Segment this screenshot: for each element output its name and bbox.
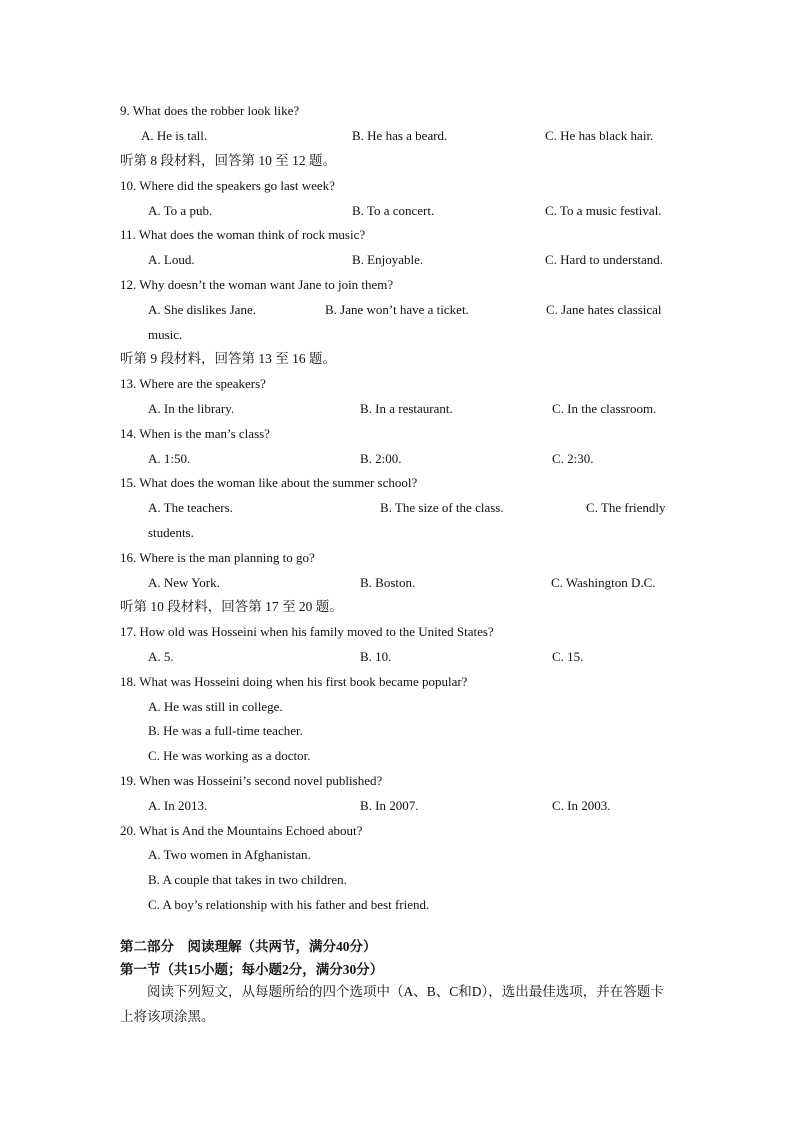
question-19: 19. When was Hosseini’s second novel published? <box>120 773 383 788</box>
q12-option-c: C. Jane hates classical <box>546 302 662 317</box>
q15-option-c: C. The friendly <box>586 500 666 515</box>
question-14: 14. When is the man’s class? <box>120 426 270 441</box>
q13-option-a: A. In the library. <box>148 401 235 416</box>
question-16: 16. Where is the man planning to go? <box>120 550 315 565</box>
q16-option-b: B. Boston. <box>360 575 416 590</box>
q15-option-b: B. The size of the class. <box>380 500 504 515</box>
question-18: 18. What was Hosseini doing when his first book became popular? <box>120 674 468 689</box>
q10-option-a: A. To a pub. <box>148 203 213 218</box>
part2-section1-heading: 第一节（共15小题；每小题2分，满分30分） <box>120 962 384 977</box>
q18-option-b: B. He was a full-time teacher. <box>148 723 303 738</box>
q9-option-a: A. He is tall. <box>141 128 208 143</box>
question-11: 11. What does the woman think of rock music? <box>120 227 366 242</box>
question-15: 15. What does the woman like about the summer school? <box>120 475 418 490</box>
q13-option-b: B. In a restaurant. <box>360 401 453 416</box>
q9-option-b: B. He has a beard. <box>352 128 448 143</box>
q17-option-a: A. 5. <box>148 649 174 664</box>
q14-option-c: C. 2:30. <box>552 451 594 466</box>
q11-option-c: C. Hard to understand. <box>545 252 664 267</box>
q15-option-c-continued: students. <box>148 525 194 540</box>
q10-option-c: C. To a music festival. <box>545 203 662 218</box>
question-20: 20. What is And the Mountains Echoed about? <box>120 823 363 838</box>
section-heading-8: 听第 8 段材料，回答第 10 至 12 题。 <box>120 153 336 168</box>
q16-option-a: A. New York. <box>148 575 220 590</box>
q10-option-b: B. To a concert. <box>352 203 435 218</box>
part2-instruction: 阅读下列短文，从每题所给的四个选项中（A、B、C和D），选出最佳选项，并在答题卡上将该项涂黑。 <box>120 984 664 1024</box>
question-10: 10. Where did the speakers go last week? <box>120 178 335 193</box>
q12-option-a: A. She dislikes Jane. <box>148 302 256 317</box>
q12-option-b: B. Jane won’t have a ticket. <box>325 302 469 317</box>
q18-option-c: C. He was working as a doctor. <box>148 748 311 763</box>
q19-option-a: A. In 2013. <box>148 798 208 813</box>
q15-option-a: A. The teachers. <box>148 500 233 515</box>
question-13: 13. Where are the speakers? <box>120 376 266 391</box>
q12-option-c-continued: music. <box>148 327 183 342</box>
q19-option-c: C. In 2003. <box>552 798 611 813</box>
q19-option-b: B. In 2007. <box>360 798 419 813</box>
q20-option-b: B. A couple that takes in two children. <box>148 872 347 887</box>
q20-option-c: C. A boy’s relationship with his father and best friend. <box>148 897 430 912</box>
q11-option-a: A. Loud. <box>148 252 195 267</box>
q17-option-c: C. 15. <box>552 649 584 664</box>
q14-option-b: B. 2:00. <box>360 451 402 466</box>
part2-title: 第二部分 阅读理解（共两节，满分40分） <box>120 939 377 954</box>
question-9: 9. What does the robber look like? <box>120 103 300 118</box>
q13-option-c: C. In the classroom. <box>552 401 657 416</box>
q18-option-a: A. He was still in college. <box>148 699 283 714</box>
q20-option-a: A. Two women in Afghanistan. <box>148 847 311 862</box>
q17-option-b: B. 10. <box>360 649 392 664</box>
q16-option-c: C. Washington D.C. <box>551 575 656 590</box>
section-heading-9: 听第 9 段材料，回答第 13 至 16 题。 <box>120 351 336 366</box>
question-17: 17. How old was Hosseini when his family moved to the United States? <box>120 624 494 639</box>
section-heading-10: 听第 10 段材料，回答第 17 至 20 题。 <box>120 599 343 614</box>
q9-option-c: C. He has black hair. <box>545 128 654 143</box>
q11-option-b: B. Enjoyable. <box>352 252 424 267</box>
q14-option-a: A. 1:50. <box>148 451 191 466</box>
question-12: 12. Why doesn’t the woman want Jane to join them? <box>120 277 394 292</box>
